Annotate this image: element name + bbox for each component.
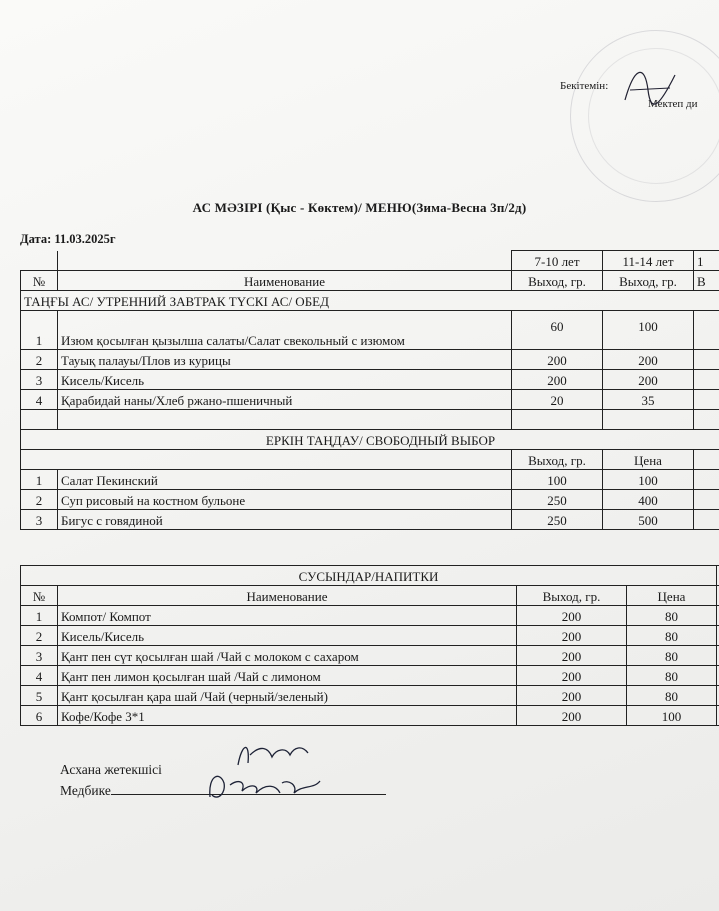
row-out-a: 60 — [512, 311, 603, 350]
row-out: 200 — [517, 686, 627, 706]
drinks-table — [20, 565, 719, 726]
row-out-a: 20 — [512, 390, 603, 410]
col-out-3: В — [694, 271, 719, 291]
row-no: 1 — [21, 311, 58, 350]
table-row — [21, 390, 719, 410]
row-name: Суп рисовый на костном бульоне — [58, 490, 512, 510]
column-header-row — [21, 271, 719, 291]
main-menu-table — [20, 250, 719, 530]
row-price: 80 — [627, 646, 717, 666]
row-name: Салат Пекинский — [58, 470, 512, 490]
row-no: 2 — [21, 490, 58, 510]
row-out: 100 — [512, 470, 603, 490]
drinks-header-row — [21, 586, 719, 606]
nurse-label: Медбике — [60, 783, 111, 798]
col-out-1: Выход, гр. — [512, 271, 603, 291]
table-row — [21, 311, 719, 350]
table-row — [21, 686, 719, 706]
row-out-b: 35 — [603, 390, 694, 410]
age-group-3: 1 — [694, 251, 719, 271]
cook-label: Асхана жетекшісі — [60, 762, 162, 777]
row-name: Қант қосылған қара шай /Чай (черный/зеленый) — [58, 686, 517, 706]
row-no: 4 — [21, 666, 58, 686]
row-name: Изюм қосылған қызылша салаты/Салат свекольный с изюмом — [58, 311, 512, 350]
row-price: 80 — [627, 686, 717, 706]
row-out: 200 — [517, 706, 627, 726]
free-choice-header-row — [21, 450, 719, 470]
row-name: Бигус с говядиной — [58, 510, 512, 530]
row-out: 200 — [517, 626, 627, 646]
approval-block — [560, 80, 698, 110]
col-out: Выход, гр. — [517, 586, 627, 606]
free-choice-title-row — [21, 430, 719, 450]
age-header-row — [21, 251, 719, 271]
menu-title: АС МӘЗІРІ (Қыс - Көктем)/ МЕНЮ(Зима-Весна 3п/2д) — [192, 200, 527, 215]
row-price: 500 — [603, 510, 694, 530]
director-signature-icon — [620, 60, 680, 110]
row-name: Қант пен лимон қосылған шай /Чай с лимоном — [58, 666, 517, 686]
row-no: 1 — [21, 470, 58, 490]
row-no: 3 — [21, 510, 58, 530]
row-out-b: 100 — [603, 311, 694, 350]
row-out: 200 — [517, 606, 627, 626]
row-name: Қарабидай наны/Хлеб ржано-пшеничный — [58, 390, 512, 410]
handwritten-signature-icon — [190, 735, 340, 805]
row-out-b: 200 — [603, 350, 694, 370]
meal-section-title: ТАҢҒЫ АС/ УТРЕННИЙ ЗАВТРАК ТҮСКІ АС/ ОБЕД — [21, 291, 719, 311]
free-col-price: Цена — [603, 450, 694, 470]
row-name: Кисель/Кисель — [58, 626, 517, 646]
row-name: Кисель/Кисель — [58, 370, 512, 390]
row-out: 200 — [517, 646, 627, 666]
drinks-title: СУСЫНДАР/НАПИТКИ — [21, 566, 717, 586]
table-row — [21, 626, 719, 646]
col-name: Наименование — [58, 586, 517, 606]
row-out: 250 — [512, 490, 603, 510]
row-price: 100 — [603, 470, 694, 490]
free-choice-title: ЕРКІН ТАҢДАУ/ СВОБОДНЫЙ ВЫБОР — [21, 430, 719, 450]
row-no: 5 — [21, 686, 58, 706]
drinks-title-row — [21, 566, 719, 586]
row-name: Компот/ Компот — [58, 606, 517, 626]
row-no: 2 — [21, 626, 58, 646]
table-row — [21, 646, 719, 666]
row-no: 3 — [21, 370, 58, 390]
age-group-11-14: 11-14 лет — [603, 251, 694, 271]
col-no: № — [21, 586, 58, 606]
row-no: 6 — [21, 706, 58, 726]
table-row — [21, 606, 719, 626]
row-no: 2 — [21, 350, 58, 370]
row-out-a: 200 — [512, 350, 603, 370]
row-no: 1 — [21, 606, 58, 626]
row-no: 4 — [21, 390, 58, 410]
col-price: Цена — [627, 586, 717, 606]
row-name: Кофе/Кофе 3*1 — [58, 706, 517, 726]
row-out-b: 200 — [603, 370, 694, 390]
row-out: 250 — [512, 510, 603, 530]
empty-row — [21, 410, 719, 430]
col-out-2: Выход, гр. — [603, 271, 694, 291]
row-price: 80 — [627, 606, 717, 626]
table-row — [21, 510, 719, 530]
col-no: № — [21, 271, 58, 291]
approval-position: Мектеп ди — [648, 98, 698, 110]
table-row — [21, 706, 719, 726]
col-name: Наименование — [58, 271, 512, 291]
row-out: 200 — [517, 666, 627, 686]
row-no: 3 — [21, 646, 58, 666]
row-price: 400 — [603, 490, 694, 510]
row-price: 100 — [627, 706, 717, 726]
row-out-a: 200 — [512, 370, 603, 390]
section-row — [21, 291, 719, 311]
menu-date: Дата: 11.03.2025г — [20, 232, 116, 246]
table-row — [21, 350, 719, 370]
table-row — [21, 370, 719, 390]
table-row — [21, 470, 719, 490]
row-name: Қант пен сүт қосылған шай /Чай с молоком с сахаром — [58, 646, 517, 666]
free-col-out: Выход, гр. — [512, 450, 603, 470]
approval-label: Бекітемін: — [560, 80, 609, 92]
row-price: 80 — [627, 666, 717, 686]
age-group-7-10: 7-10 лет — [512, 251, 603, 271]
table-row — [21, 490, 719, 510]
table-row — [21, 666, 719, 686]
row-price: 80 — [627, 626, 717, 646]
row-name: Тауық палауы/Плов из курицы — [58, 350, 512, 370]
